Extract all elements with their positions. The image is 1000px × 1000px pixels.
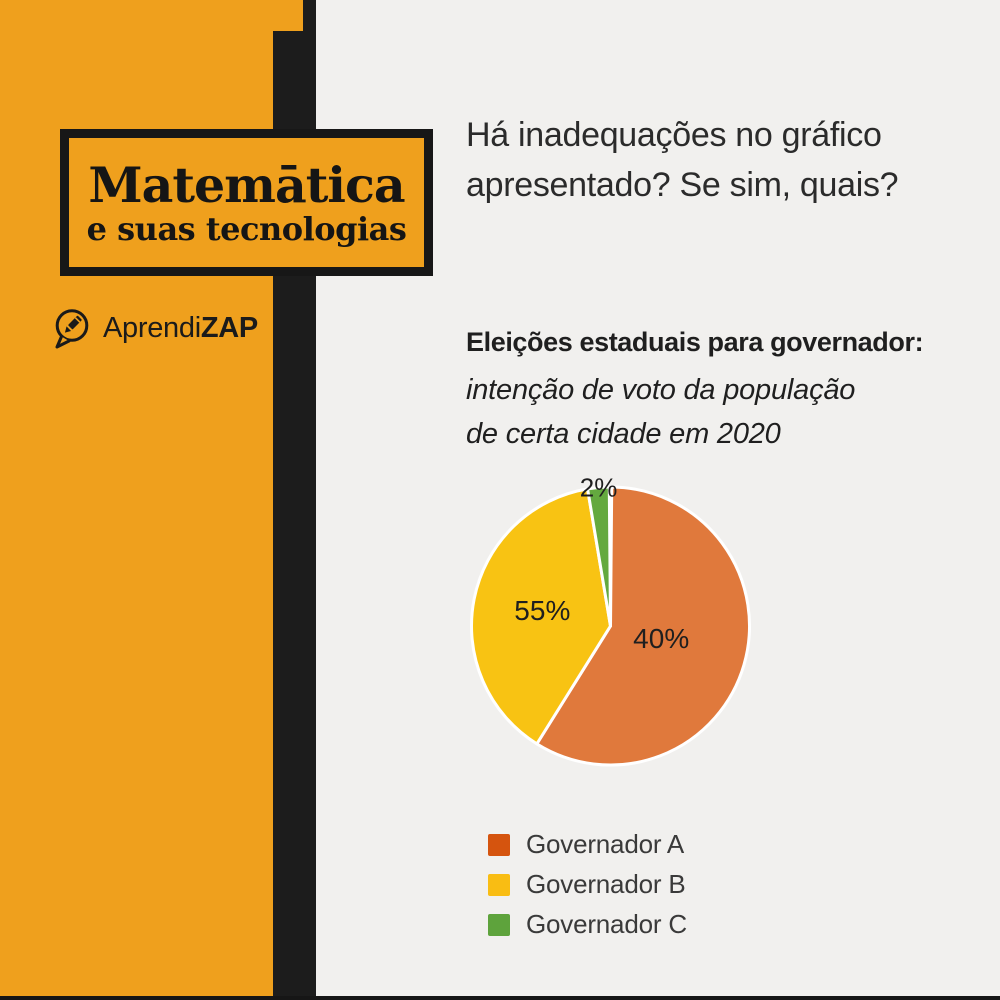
aprendizap-logo <box>52 306 258 350</box>
stripe-top-notch <box>273 0 303 31</box>
pie-chart <box>455 471 767 783</box>
subject-title-box <box>60 129 433 276</box>
subject-title: Matemātica <box>88 155 405 214</box>
subject-subtitle: e suas tecnologias <box>86 209 407 248</box>
pencil-speech-bubble-icon <box>52 306 94 350</box>
question-text <box>466 110 898 210</box>
legend-label-governador-c: Governador C <box>526 909 687 939</box>
legend-label-governador-b: Governador B <box>526 869 686 899</box>
legend-label-governador-a: Governador A <box>526 829 685 859</box>
chart-heading <box>466 322 923 456</box>
bottom-black-bar <box>0 996 1000 1000</box>
logo-text-bold: ZAP <box>200 311 258 344</box>
pie-value-label-governador-c: 2% <box>579 472 618 503</box>
logo-wordmark <box>103 312 258 345</box>
chart-title-bold: Eleições estaduais para governador: <box>466 327 924 357</box>
logo-text-regular: Aprendi <box>103 311 201 344</box>
legend-row-governador-b <box>488 869 687 899</box>
legend-row-governador-a <box>488 829 687 859</box>
legend-row-governador-c <box>488 909 687 939</box>
chart-legend <box>488 829 687 939</box>
pie-value-label-governador-a: 40% <box>633 623 690 655</box>
legend-swatch-governador-c <box>488 914 510 936</box>
chart-subtitle-line-2: de certa cidade em 2020 <box>466 418 781 450</box>
pie-chart-svg <box>455 471 767 783</box>
legend-swatch-governador-a <box>488 834 510 856</box>
chart-subtitle-line-1: intenção de voto da população <box>466 374 856 406</box>
question-line-1: Há inadequações no gráfico <box>466 116 882 154</box>
legend-swatch-governador-b <box>488 874 510 896</box>
pie-value-label-governador-b: 55% <box>514 594 571 626</box>
question-line-2: apresentado? Se sim, quais? <box>466 166 899 204</box>
